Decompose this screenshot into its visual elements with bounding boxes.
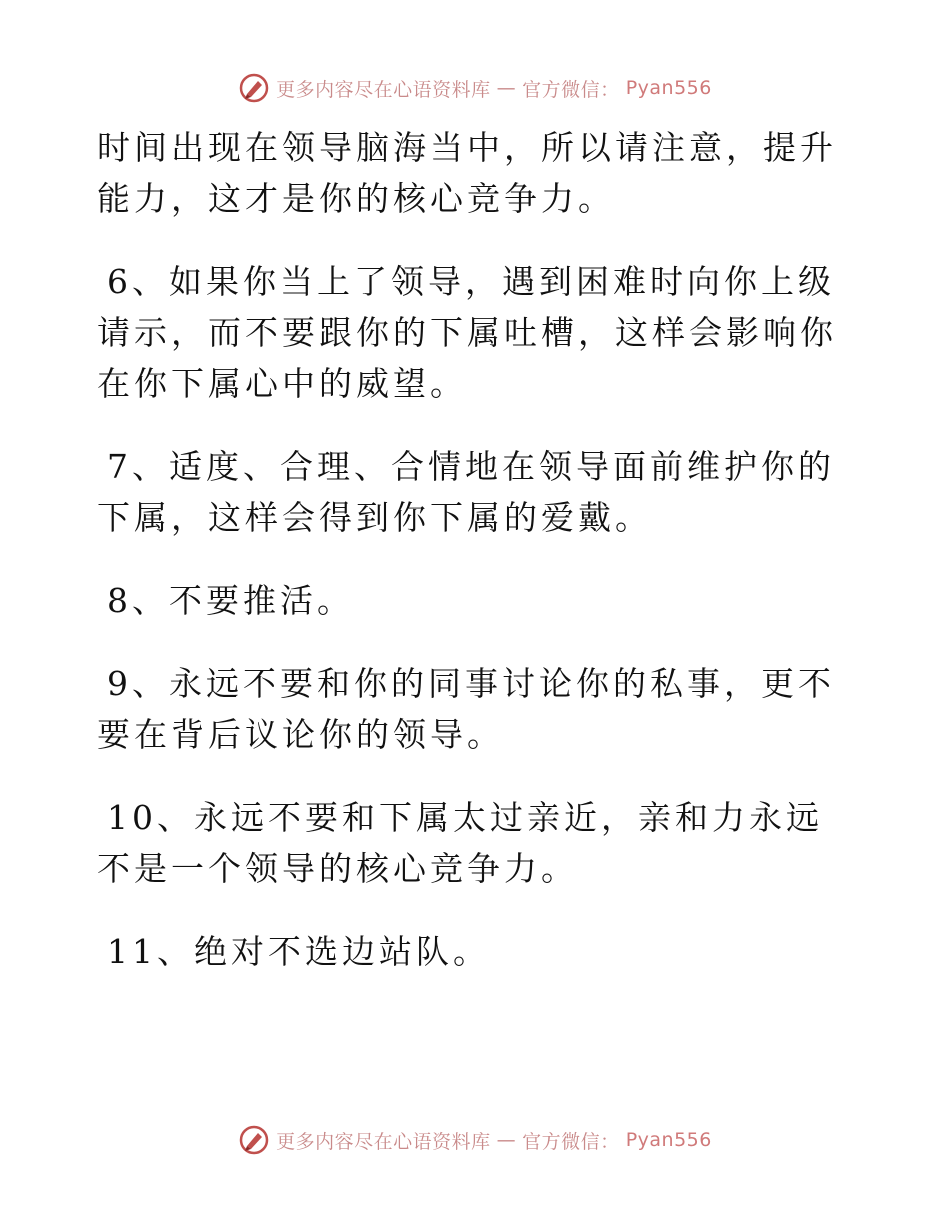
paragraph-item-10: 10、永远不要和下属太过亲近，亲和力永远不是一个领导的核心竞争力。: [97, 798, 823, 888]
watermark-separator: —: [496, 77, 517, 99]
watermark-text: 更多内容尽在心语资料库: [276, 1130, 491, 1153]
pen-logo-icon: [238, 72, 270, 104]
watermark-wechat-label: 官方微信：: [522, 1130, 620, 1153]
paragraph-continuation: 时间出现在领导脑海当中，所以请注意，提升能力，这才是你的核心竞争力。: [97, 128, 837, 218]
paragraph-item-6: 6、如果你当上了领导，遇到困难时向你上级请示，而不要跟你的下属吐槽，这样会影响你在你下属心中的威望。: [97, 262, 837, 403]
pen-logo-icon: [238, 1124, 270, 1156]
footer-watermark: [0, 1124, 950, 1156]
watermark-wechat-id: Pyan556: [625, 77, 712, 99]
watermark-separator: —: [496, 1129, 517, 1151]
paragraph-item-11: 11、绝对不选边站队。: [107, 932, 490, 971]
document-body: [97, 122, 857, 1009]
watermark-text: 更多内容尽在心语资料库: [276, 78, 491, 101]
paragraph-item-9: 9、永远不要和你的同事讨论你的私事，更不要在背后议论你的领导。: [97, 664, 835, 754]
paragraph-item-7: 7、适度、合理、合情地在领导面前维护你的下属，这样会得到你下属的爱戴。: [97, 447, 835, 537]
paragraph-item-8: 8、不要推活。: [107, 581, 354, 620]
watermark-wechat-label: 官方微信：: [522, 78, 620, 101]
header-watermark: [0, 72, 950, 104]
watermark-wechat-id: Pyan556: [625, 1129, 712, 1151]
